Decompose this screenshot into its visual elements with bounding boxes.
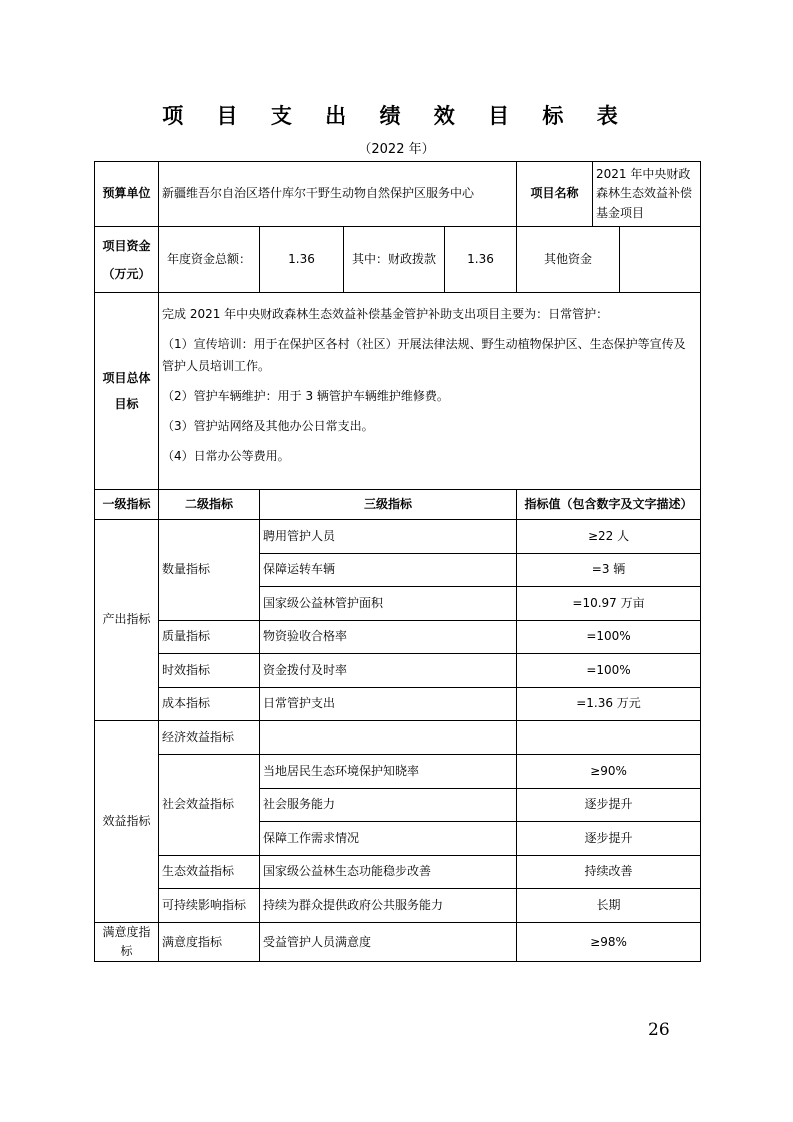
- fiscal-funds-label: 其中：财政拨款: [344, 227, 445, 293]
- column-header-level2: 二级指标: [159, 490, 260, 520]
- indicator-name: 社会服务能力: [260, 789, 517, 822]
- indicator-value: =100%: [517, 621, 701, 654]
- level2-satisfaction: 满意度指标: [159, 923, 260, 962]
- goal-line: （4）日常办公等费用。: [162, 449, 290, 463]
- level2-quality: 质量指标: [159, 621, 260, 654]
- indicator-value: 逐步提升: [517, 789, 701, 822]
- indicator-name: 保障工作需求情况: [260, 822, 517, 856]
- column-header-value: 指标值（包含数字及文字描述）: [517, 490, 701, 520]
- annual-funds-label: 年度资金总额：: [159, 227, 260, 293]
- indicator-value: [517, 721, 701, 755]
- annual-funds-value: 1.36: [260, 227, 344, 293]
- performance-table: [94, 161, 701, 962]
- project-name-value: 2021 年中央财政森林生态效益补偿基金项目: [593, 162, 701, 227]
- goal-label: 项目总体目标: [95, 293, 159, 490]
- indicator-name: [260, 721, 517, 755]
- other-funds-value: [620, 227, 701, 293]
- indicator-name: 国家级公益林生态功能稳步改善: [260, 856, 517, 889]
- level2-economic: 经济效益指标: [159, 721, 260, 755]
- group-satisfaction: 满意度指标: [95, 923, 159, 962]
- indicator-value: =100%: [517, 654, 701, 688]
- indicator-value: 长期: [517, 889, 701, 923]
- level2-cost: 成本指标: [159, 688, 260, 721]
- column-header-level3: 三级指标: [260, 490, 517, 520]
- level2-social: 社会效益指标: [159, 755, 260, 856]
- other-funds-label: 其他资金: [517, 227, 620, 293]
- column-header-level1: 一级指标: [95, 490, 159, 520]
- indicator-name: 物资验收合格率: [260, 621, 517, 654]
- group-benefit: 效益指标: [95, 721, 159, 923]
- indicator-value: 逐步提升: [517, 822, 701, 856]
- fiscal-funds-value: 1.36: [445, 227, 517, 293]
- year-label: （2022 年）: [358, 142, 435, 157]
- group-output: 产出指标: [95, 520, 159, 721]
- indicator-name: 聘用管护人员: [260, 520, 517, 554]
- level2-sustainable: 可持续影响指标: [159, 889, 260, 923]
- level2-quantity: 数量指标: [159, 520, 260, 621]
- indicator-value: ≥98%: [517, 923, 701, 962]
- indicator-value: =3 辆: [517, 554, 701, 587]
- goal-line: 完成 2021 年中央财政森林生态效益补偿基金管护补助支出项目主要为：日常管护：: [162, 307, 609, 321]
- indicator-name: 持续为群众提供政府公共服务能力: [260, 889, 517, 923]
- funds-label: 项目资金 （万元）: [95, 227, 159, 293]
- indicator-name: 日常管护支出: [260, 688, 517, 721]
- indicator-name: 资金拨付及时率: [260, 654, 517, 688]
- indicator-value: ≥22 人: [517, 520, 701, 554]
- indicator-name: 当地居民生态环境保护知晓率: [260, 755, 517, 789]
- level2-ecological: 生态效益指标: [159, 856, 260, 889]
- budget-unit-value: 新疆维吾尔自治区塔什库尔干野生动物自然保护区服务中心: [159, 162, 517, 227]
- indicator-value: =10.97 万亩: [517, 587, 701, 621]
- indicator-name: 国家级公益林管护面积: [260, 587, 517, 621]
- page-title: 项 目 支 出 绩 效 目 标 表: [162, 104, 631, 128]
- indicator-value: =1.36 万元: [517, 688, 701, 721]
- indicator-value: ≥90%: [517, 755, 701, 789]
- goal-line: （3）管护站网络及其他办公日常支出。: [162, 419, 374, 433]
- page-number: 26: [648, 1020, 670, 1040]
- indicator-name: 保障运转车辆: [260, 554, 517, 587]
- indicator-name: 受益管护人员满意度: [260, 923, 517, 962]
- goal-line: （1）宣传培训：用于在保护区各村（社区）开展法律法规、野生动植物保护区、生态保护等宣传及管护人员培训工作。: [162, 337, 686, 373]
- goal-content: [159, 293, 701, 490]
- level2-timeliness: 时效指标: [159, 654, 260, 688]
- indicator-value: 持续改善: [517, 856, 701, 889]
- budget-unit-label: 预算单位: [95, 162, 159, 227]
- project-name-label: 项目名称: [517, 162, 593, 227]
- goal-line: （2）管护车辆维护：用于 3 辆管护车辆维护维修费。: [162, 389, 449, 403]
